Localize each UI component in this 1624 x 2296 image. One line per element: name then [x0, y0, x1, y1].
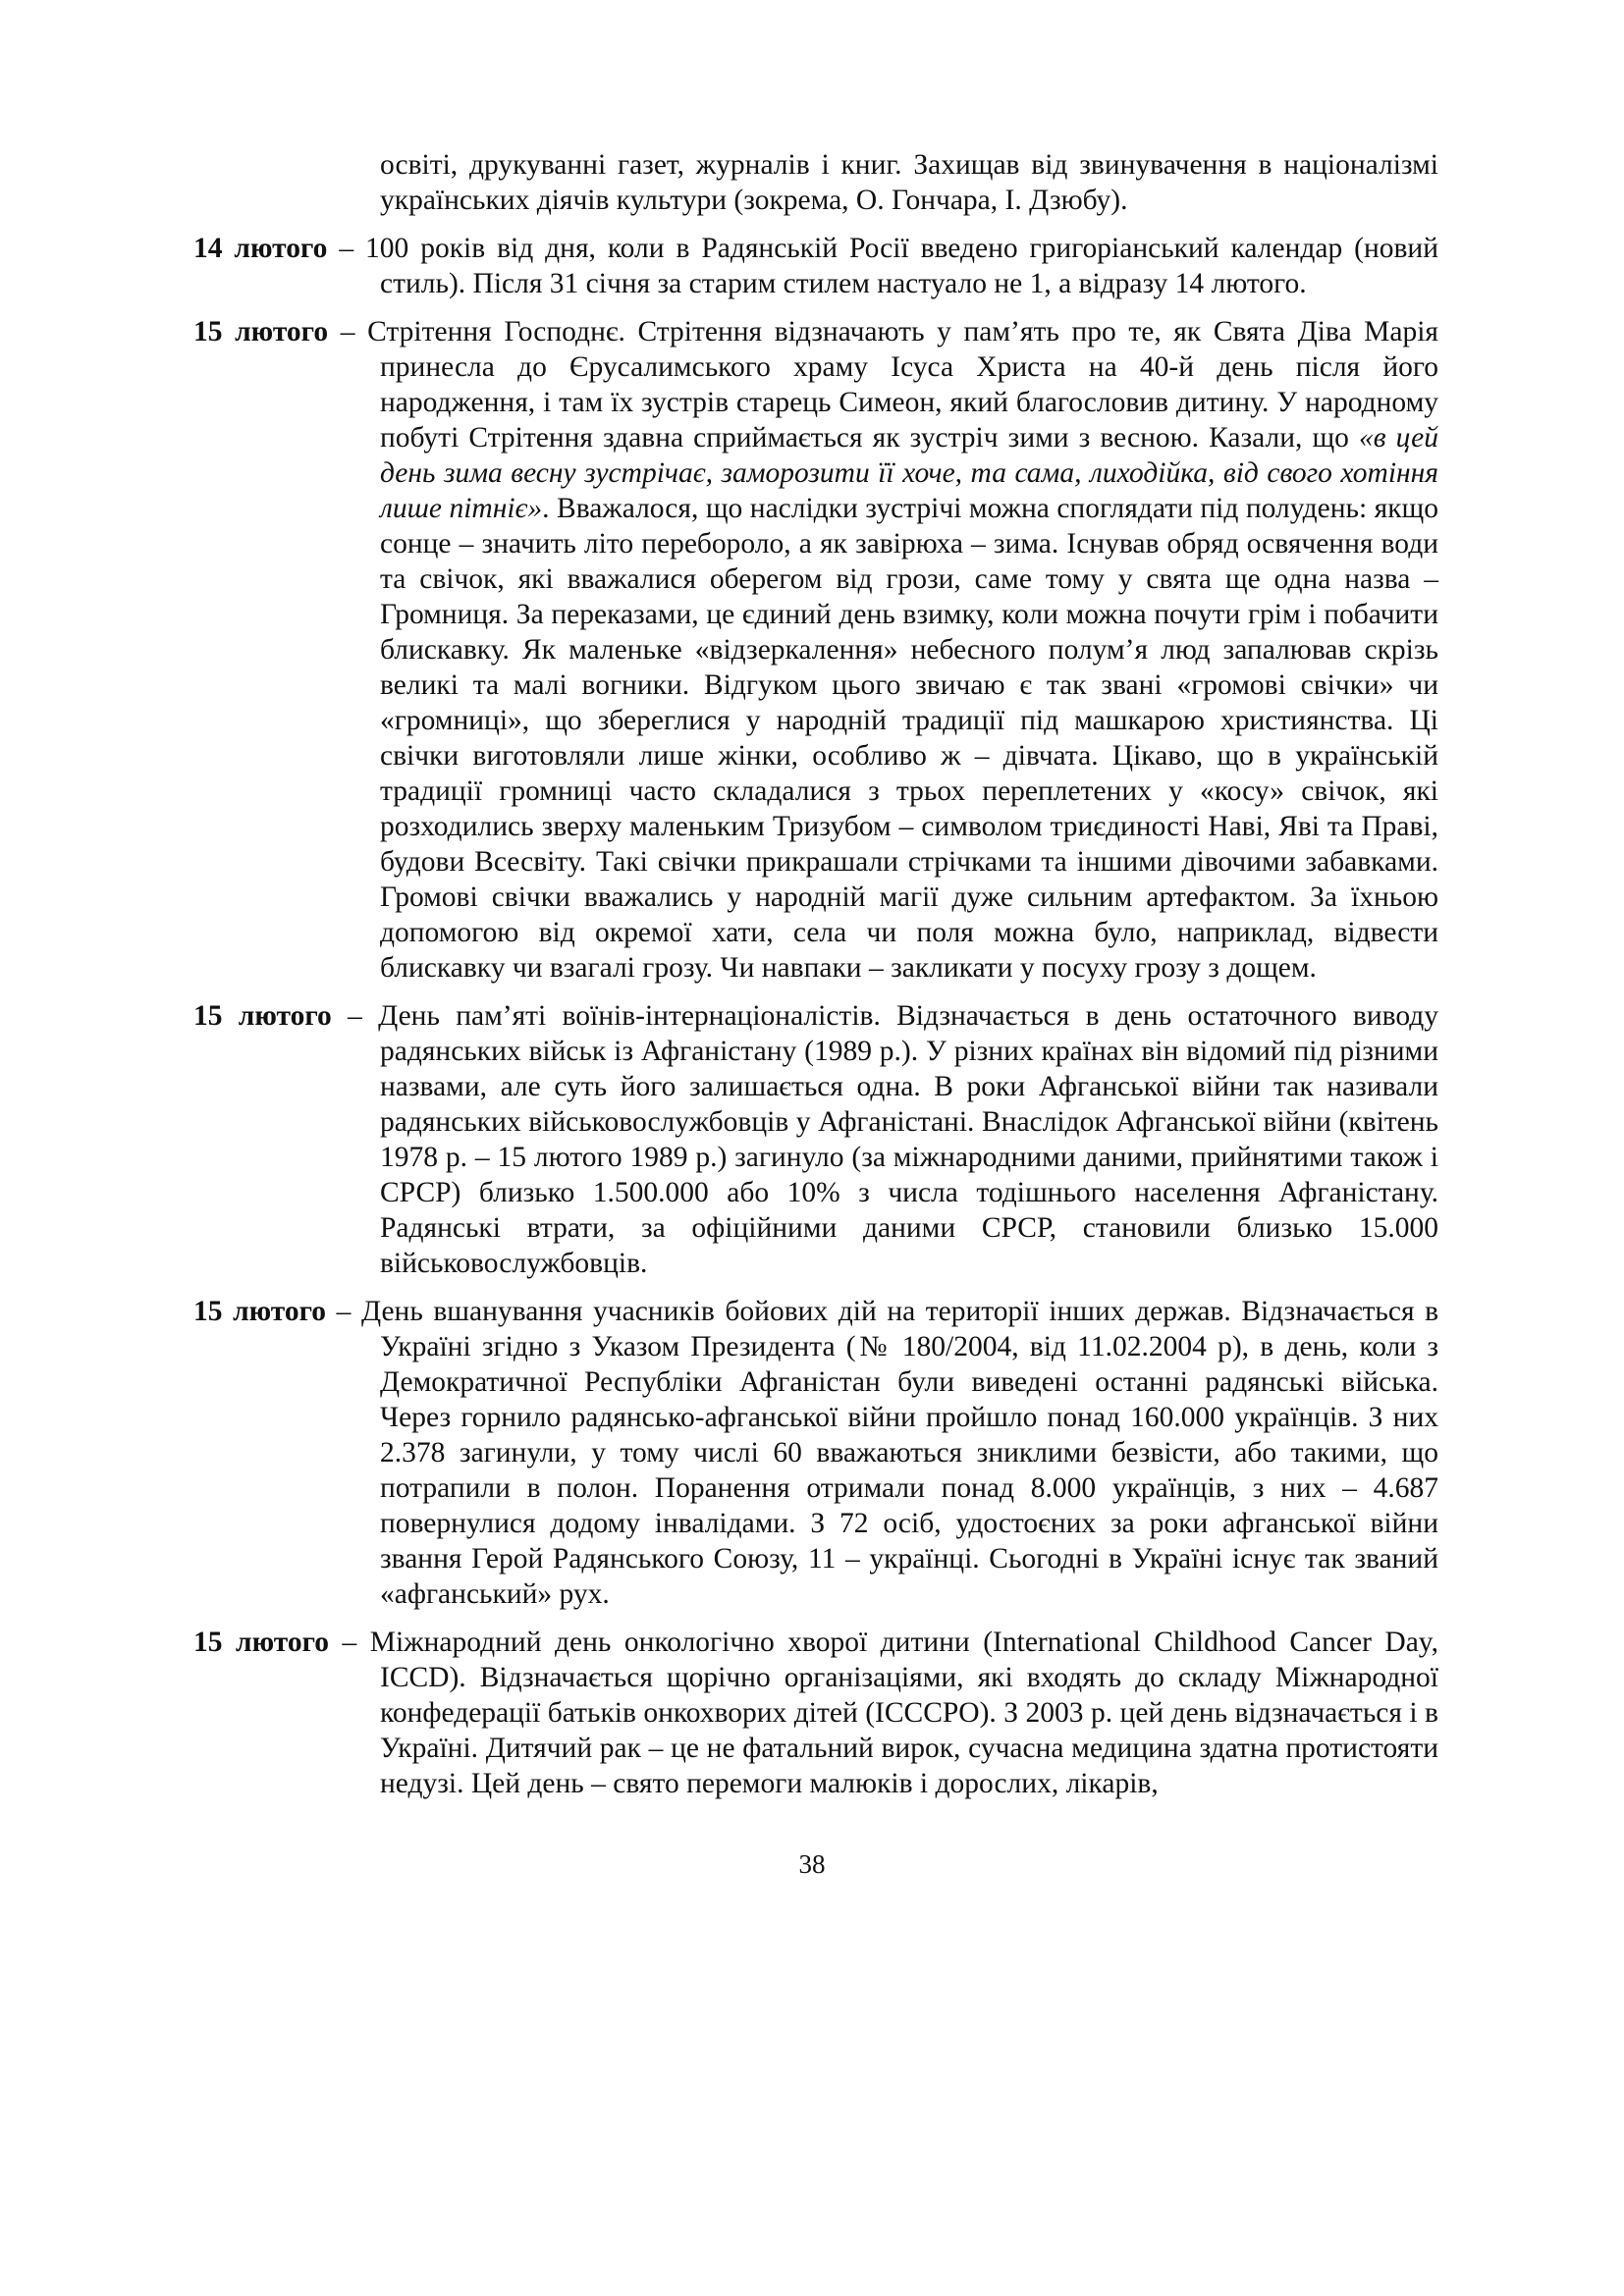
entry-text: 100 років від дня, коли в Радянській Росії введено григоріанський календар (новий стиль). Після 31 січня за старим стилем настуало не 1, а відразу 14 лютого.: [365, 233, 1439, 299]
page-number: 38: [798, 1849, 826, 1879]
entry-date: 15 лютого: [193, 1000, 332, 1032]
entry-dash: –: [327, 233, 366, 264]
entry-text: Міжнародний день онкологічно хворої дитини (International Childhood Cancer Day, ICCD). Відзначається щорічно організаціями, які входять до складу Міжнародної конфедерації батьків онкохворих дітей (ICCCPO). З 2003 р. цей день відзначається і в Україні. Дитячий рак – це не фатальний вирок, сучасна медицина здатна протистояти недузі. Цей день – свято перемоги малюків і дорослих, лікарів,: [369, 1627, 1439, 1799]
entry-dash: –: [331, 1000, 379, 1032]
entry-date: 15 лютого: [193, 316, 329, 347]
calendar-entry: [193, 1625, 1438, 1801]
calendar-entry: [193, 998, 1438, 1281]
calendar-entry: [193, 1294, 1438, 1612]
entry-dash: –: [328, 1627, 370, 1658]
entry-date: 15 лютого: [193, 1296, 327, 1327]
entry-quote: «в цей день зима весну зустрічає, заморозити її хоче, та сама, лиходійка, від свого хотіння лише пітніє»: [380, 422, 1438, 524]
continued-paragraph: освіті, друкуванні газет, журналів і книг. Захищав від звинувачення в націоналізмі українських діячів культури (зокрема, О. Гончара, І. Дзюбу).: [380, 149, 1438, 216]
calendar-entry: [193, 314, 1438, 986]
entry-date: 15 лютого: [193, 1627, 329, 1658]
entry-text: День вшанування учасників бойових дій на території інших держав. Відзначається в Україні згідно з Указом Президента (№ 180/2004, від 11.02.2004 р), в день, коли з Демократичної Республіки Афганістан були виведені останні радянські війська. Через горнило радянсько-афганської війни пройшло понад 160.000 українців. З них 2.378 загинули, у тому числі 60 вважаються зниклими безвісти, або такими, що потрапили в полон. Поранення отримали понад 8.000 українців, з них – 4.687 повернулися додому інвалідами. З 72 осіб, удостоєних за роки афганської війни звання Герой Радянського Союзу, 11 – українці. Сьогодні в Україні існує так званий «афганський» рух.: [360, 1296, 1439, 1610]
entry-dash: –: [326, 1296, 361, 1327]
entry-text: Стрітення Господнє. Стрітення відзначають у пам’ять про те, як Свята Діва Марія принесла до Єрусалимського храму Ісуса Христа на 40-й день після його народження, і там їх зустрів старець Симеон, який благословив дитину. У народному побуті Стрітення здавна сприймається як зустріч зими з весною. Казали, що: [367, 316, 1438, 454]
entry-text-continued: . Вважалося, що наслідки зустрічі можна споглядати під полудень: якщо сонце – значить літо перебороло, а як завірюха – зима. Існував обряд освячення води та свічок, які вважалися оберегом від грози, саме тому у свята ще одна назва – Громниця. За переказами, це єдиний день взимку, коли можна почути грім і побачити блискавку. Як маленьке «відзеркалення» небесного полум’я люд запалював скрізь великі та малі вогники. Відгуком цього звичаю є так звані «громові свічки» чи «громниці», що збереглися у народній традиції під машкарою християнства. Ці свічки виготовляли лише жінки, особливо ж – дівчата. Цікаво, що в українській традиції громниці часто складалися з трьох переплетених у «косу» свічок, які розходились зверху маленьким Тризубом – символом триєдиності Наві, Яві та Праві, будови Всесвіту. Такі свічки прикрашали стрічками та іншими дівочими забавками. Громові свічки вважались у народній магії дуже сильним артефактом. За їхньою допомогою від окремої хати, села чи поля можна було, наприклад, відвести блискавку чи взагалі грозу. Чи навпаки – закликати у посуху грозу з дощем.: [380, 493, 1439, 984]
calendar-entry: [193, 231, 1438, 301]
page-content: [193, 147, 1438, 1814]
entry-date: 14 лютого: [193, 233, 328, 264]
entry-dash: –: [328, 316, 368, 347]
entry-text: День пам’яті воїнів-інтернаціоналістів. Відзначається в день остаточного виводу радянських військ із Афганістану (1989 р.). У різних країнах він відомий під різними назвами, але суть його залишається одна. В роки Афганської війни так називали радянських військовослужбовців у Афганістані. Внаслідок Афганської війни (квітень 1978 р. – 15 лютого 1989 р.) загинуло (за міжнародними даними, прийнятими також і СРСР) близько 1.500.000 або 10% з числа тодішнього населення Афганістану. Радянські втрати, за офіційними даними СРСР, становили близько 15.000 військовослужбовців.: [378, 1000, 1439, 1279]
